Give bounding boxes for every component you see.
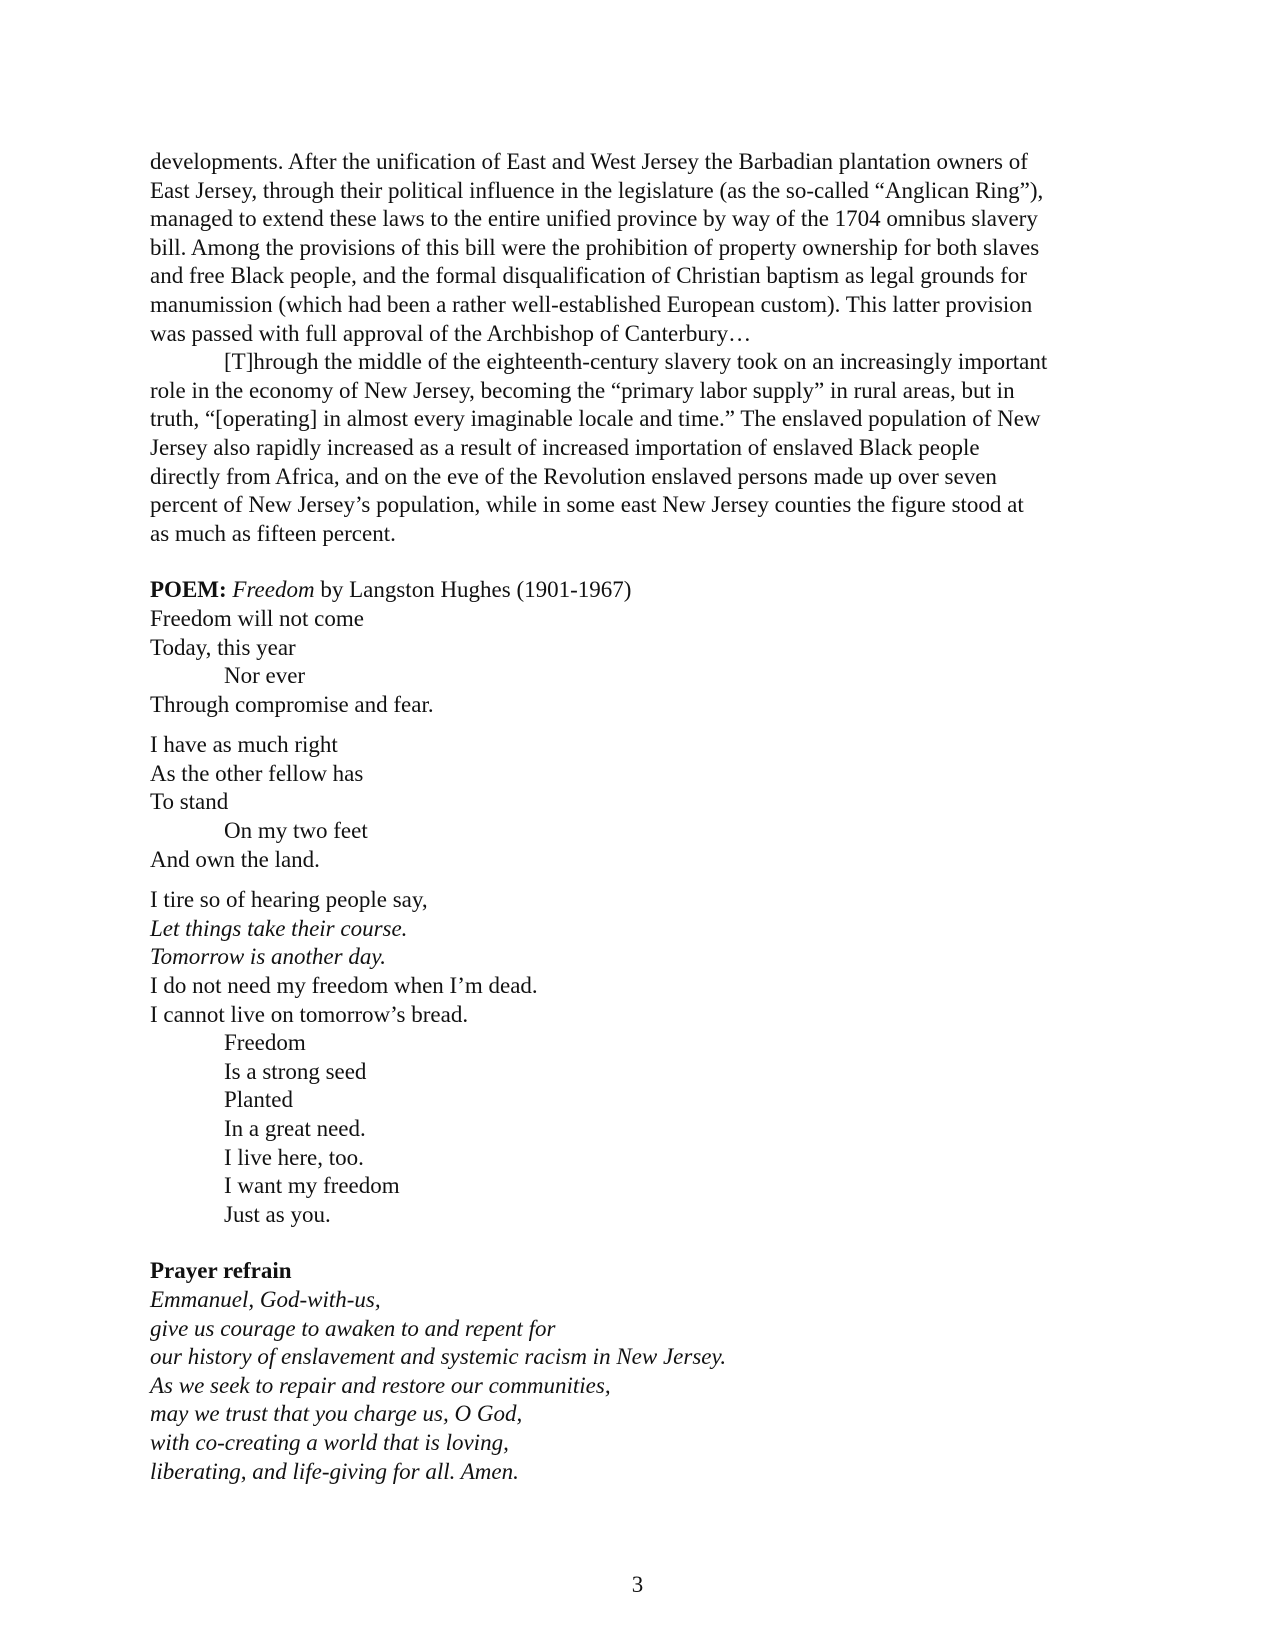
- paragraph-developments: [150, 148, 1135, 348]
- text-line: was passed with full approval of the Archbishop of Canterbury…: [150, 320, 752, 346]
- poem-line: Freedom: [224, 1030, 306, 1056]
- prayer-line: As we seek to repair and restore our communities,: [150, 1372, 611, 1398]
- poem-line: I live here, too.: [224, 1144, 364, 1170]
- poem-heading: [150, 576, 1135, 605]
- document-page: [150, 148, 1135, 1486]
- poem-label: POEM:: [150, 577, 227, 603]
- text-line: East Jersey, through their political influence in the legislature (as the so-called “Anglican Ring”),: [150, 177, 1044, 203]
- prayer-refrain: [150, 1286, 1135, 1486]
- poem-line: Let things take their course.: [150, 915, 408, 941]
- poem-stanza-2: [150, 731, 1135, 874]
- poem-line: Tomorrow is another day.: [150, 944, 387, 970]
- prayer-line: with co-creating a world that is loving,: [150, 1429, 509, 1455]
- text-line: developments. After the unification of East and West Jersey the Barbadian plantation owners of: [150, 149, 1028, 174]
- text-line: [T]hrough the middle of the eighteenth-century slavery took on an increasingly important: [224, 349, 1048, 375]
- poem-line: Is a strong seed: [224, 1058, 367, 1084]
- prayer-heading: Prayer refrain: [150, 1258, 292, 1284]
- poem-line: As the other fellow has: [150, 760, 364, 786]
- poem-line: I tire so of hearing people say,: [150, 887, 428, 913]
- text-line: and free Black people, and the formal disqualification of Christian baptism as legal grounds for: [150, 263, 1027, 289]
- poem-line: I do not need my freedom when I’m dead.: [150, 973, 538, 999]
- poem-line: Planted: [224, 1087, 293, 1113]
- text-line: truth, “[operating] in almost every imaginable locale and time.” The enslaved population of New: [150, 406, 1041, 432]
- prayer-line: Emmanuel, God-with-us,: [150, 1286, 381, 1312]
- text-line: percent of New Jersey’s population, while in some east New Jersey counties the figure stood at: [150, 492, 1024, 518]
- poem-line: Today, this year: [150, 634, 296, 660]
- poem-line: To stand: [150, 789, 229, 815]
- poem-line: I cannot live on tomorrow’s bread.: [150, 1001, 469, 1027]
- poem-stanza-1: [150, 605, 1135, 719]
- poem-byline: by Langston Hughes (1901-1967): [314, 577, 632, 603]
- poem-line: Just as you.: [224, 1201, 331, 1227]
- poem-line: Nor ever: [224, 663, 306, 689]
- poem-line: On my two feet: [224, 818, 368, 844]
- poem-line: Through compromise and fear.: [150, 691, 434, 717]
- prayer-line: liberating, and life-giving for all. Amen.: [150, 1458, 519, 1484]
- prayer-line: our history of enslavement and systemic racism in New Jersey.: [150, 1344, 727, 1370]
- poem-stanza-3: [150, 886, 1135, 1229]
- page-number: 3: [631, 1572, 644, 1597]
- text-line: as much as fifteen percent.: [150, 520, 396, 546]
- text-line: Jersey also rapidly increased as a result of increased importation of enslaved Black people: [150, 434, 980, 460]
- text-line: directly from Africa, and on the eve of the Revolution enslaved persons made up over seven: [150, 463, 997, 489]
- text-line: manumission (which had been a rather well-established European custom). This latter provision: [150, 291, 1033, 317]
- paragraph-eighteenth-century: [150, 348, 1135, 548]
- poem-line: And own the land.: [150, 846, 320, 872]
- prayer-line: may we trust that you charge us, O God,: [150, 1401, 523, 1427]
- text-line: managed to extend these laws to the entire unified province by way of the 1704 omnibus slavery: [150, 206, 1038, 232]
- poem-line: I want my freedom: [224, 1173, 400, 1199]
- prayer-line: give us courage to awaken to and repent for: [150, 1315, 556, 1341]
- poem-title: Freedom: [232, 577, 315, 603]
- poem-line: I have as much right: [150, 732, 338, 758]
- text-line: role in the economy of New Jersey, becoming the “primary labor supply” in rural areas, but in: [150, 377, 1015, 403]
- poem-line: In a great need.: [224, 1116, 366, 1141]
- text-line: bill. Among the provisions of this bill were the prohibition of property ownership for both slaves: [150, 234, 1040, 260]
- poem-line: Freedom will not come: [150, 605, 364, 631]
